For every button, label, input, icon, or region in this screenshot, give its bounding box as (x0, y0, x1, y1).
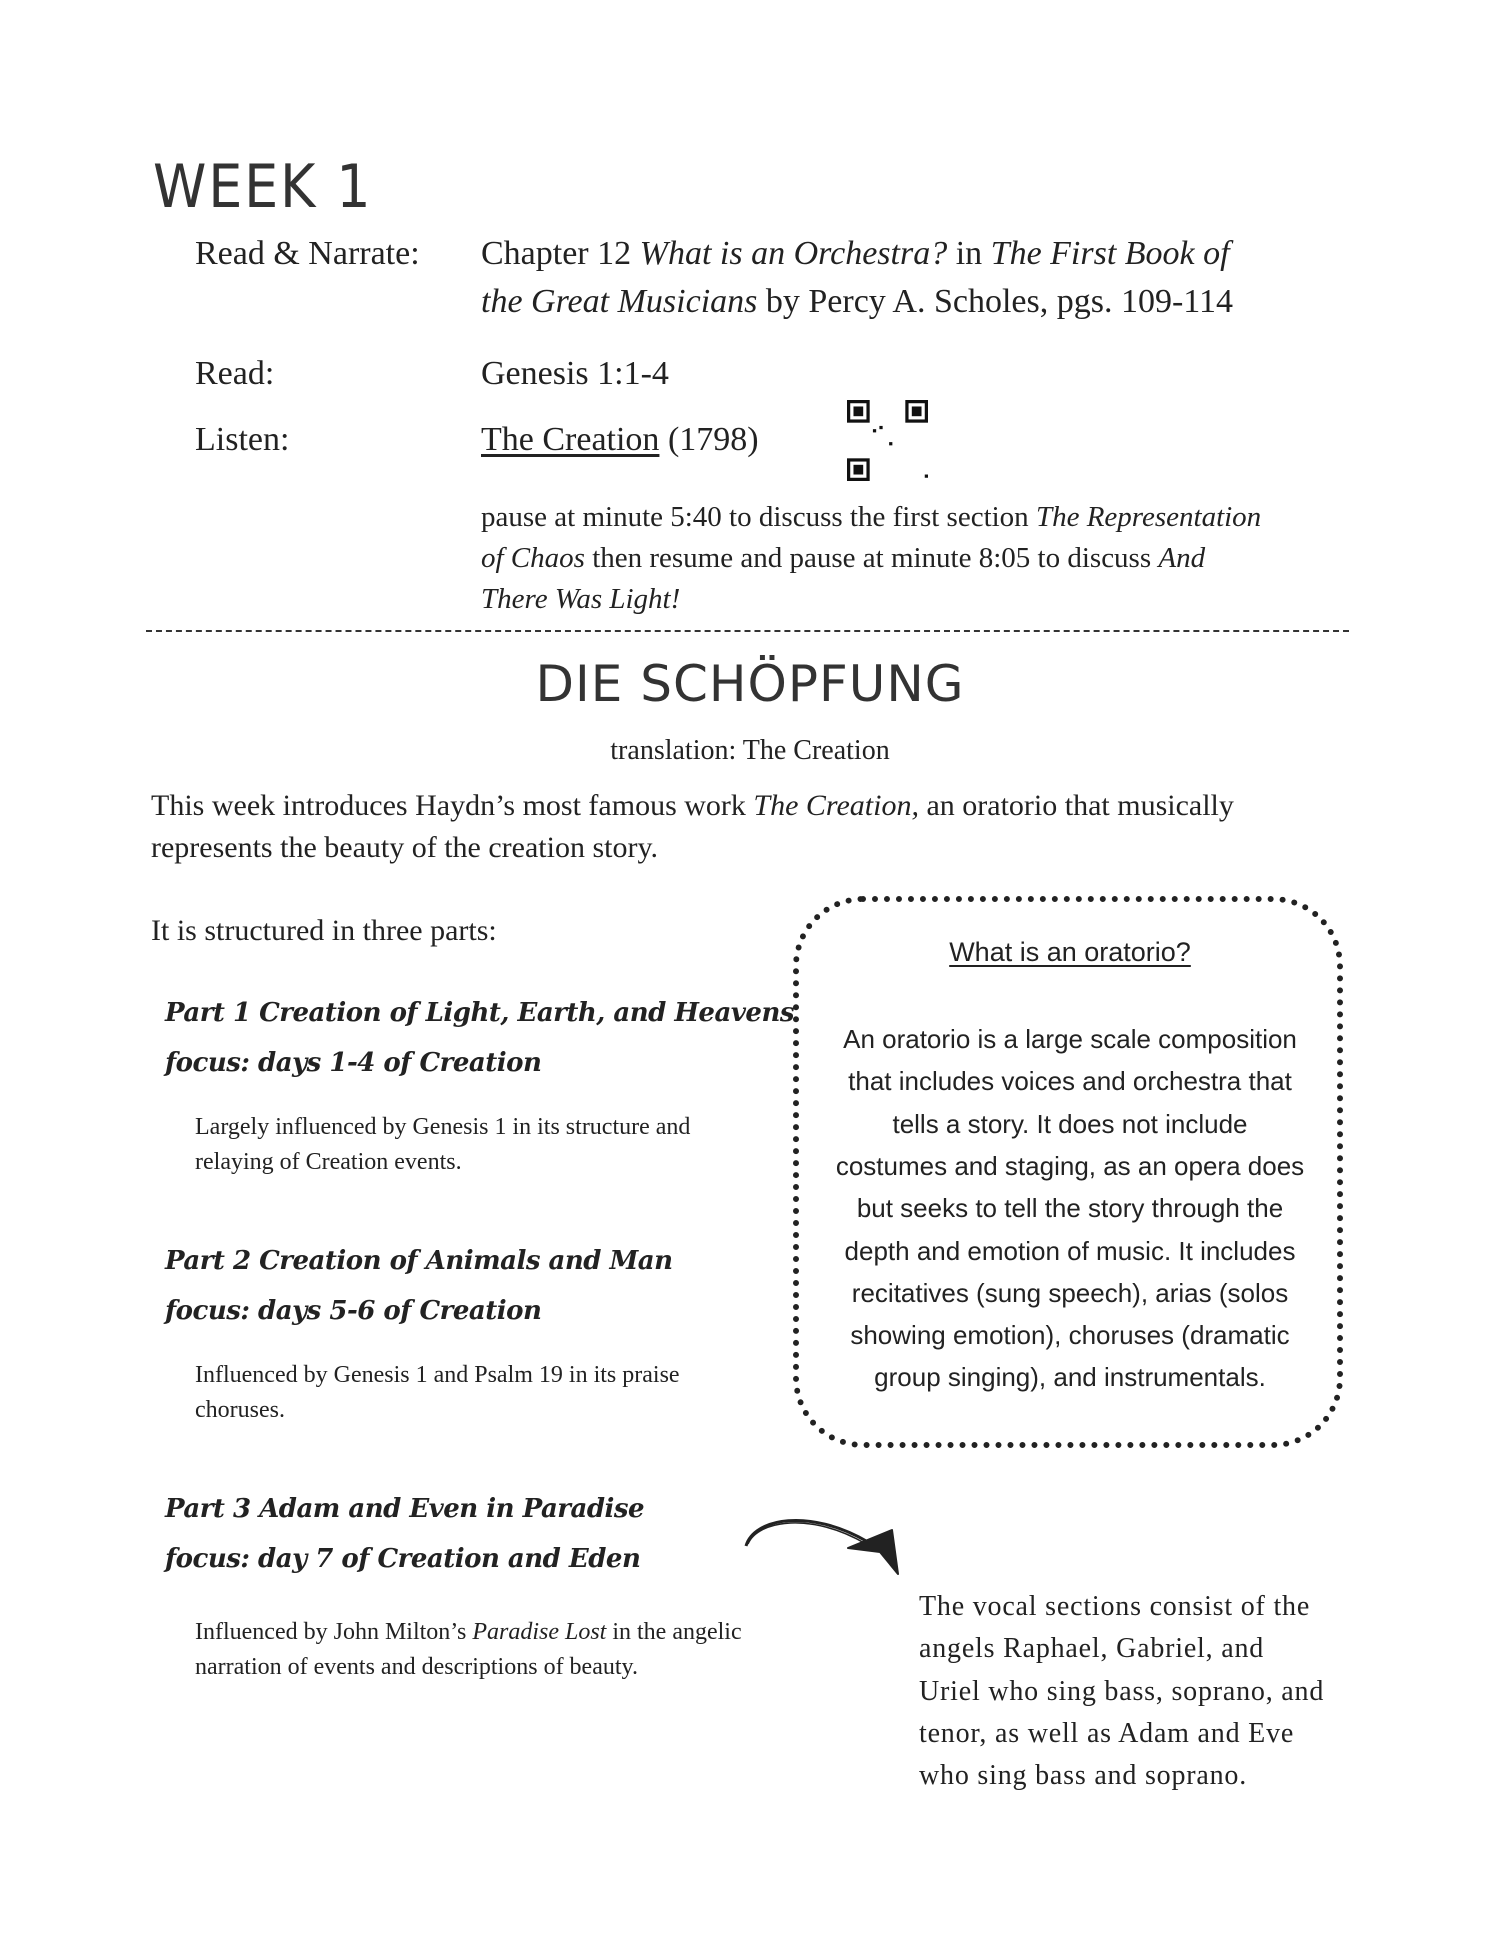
italic-text: What is an Orchestra? (639, 235, 948, 272)
week-title: WEEK 1 (153, 152, 373, 222)
text: Chapter 12 (481, 235, 640, 272)
text: in the angelic (606, 1619, 742, 1645)
listen-link[interactable]: The Creation (481, 421, 660, 458)
part-title: Part 1 Creation of Light, Earth, and Heavens (165, 998, 795, 1028)
read-narrate-label: Read & Narrate: (195, 235, 420, 272)
oratorio-box-title-text: What is an oratorio? (949, 937, 1191, 967)
intro-line (151, 785, 1234, 827)
italic-text: And (1158, 542, 1206, 574)
intro-line (151, 827, 658, 869)
pause-instruction-line (481, 497, 1261, 538)
text: an oratorio that musically (918, 789, 1234, 822)
read-value: Genesis 1:1-4 (481, 355, 669, 392)
vocal-note-line: tenor, as well as Adam and Eve (919, 1717, 1295, 1749)
part-focus: focus: days 1-4 of Creation (165, 1048, 542, 1078)
text: choruses. (195, 1397, 285, 1423)
text: Largely influenced by Genesis 1 in its structure and (195, 1114, 691, 1140)
vocal-note-line: Uriel who sing bass, soprano, and (919, 1675, 1325, 1707)
pause-instruction-line (481, 538, 1205, 579)
italic-text: The Creation, (753, 789, 919, 822)
text: This week introduces Haydn’s most famous work (151, 789, 754, 822)
structure-intro: It is structured in three parts: (151, 914, 497, 947)
text: Influenced by Genesis 1 and Psalm 19 in its praise (195, 1362, 680, 1388)
section-subtitle: translation: The Creation (610, 735, 890, 766)
italic-text: the Great Musicians (481, 283, 758, 320)
italic-text: Paradise Lost (472, 1619, 607, 1645)
part-focus: focus: days 5-6 of Creation (165, 1296, 542, 1326)
oratorio-box-line: tells a story. It does not include (892, 1108, 1248, 1139)
text: by Percy A. Scholes, pgs. 109-114 (757, 283, 1234, 320)
oratorio-box-line: but seeks to tell the story through the (856, 1193, 1284, 1224)
part-description-line (195, 1615, 742, 1650)
italic-text: The First Book of (990, 235, 1230, 272)
read-narrate-value-line (481, 229, 1230, 279)
oratorio-box-line: that includes voices and orchestra that (848, 1066, 1292, 1097)
read-label: Read: (195, 355, 275, 392)
text: pause at minute 5:40 to discuss the first section (481, 501, 1036, 533)
part-description-line (195, 1358, 680, 1393)
text: relaying of Creation events. (195, 1149, 462, 1175)
text: represents the beauty of the creation story. (151, 831, 659, 864)
pause-instruction-line (481, 579, 680, 620)
vocal-note-line: who sing bass and soprano. (919, 1760, 1247, 1792)
vocal-note-line: angels Raphael, Gabriel, and (919, 1633, 1265, 1665)
part-title: Part 2 Creation of Animals and Man (165, 1246, 673, 1276)
part-title: Part 3 Adam and Even in Paradise (165, 1494, 645, 1524)
oratorio-box-line: group singing), and instrumentals. (874, 1362, 1266, 1393)
section-divider (146, 630, 1349, 632)
oratorio-box-line: showing emotion), choruses (dramatic (850, 1320, 1290, 1351)
listen-year: (1798) (659, 421, 759, 458)
text: then resume and pause at minute 8:05 to discuss (584, 542, 1159, 574)
read-narrate-value-line (481, 277, 1233, 327)
oratorio-box-line: An oratorio is a large scale composition (843, 1024, 1297, 1054)
italic-text: The Representation (1035, 501, 1262, 533)
text: narration of events and descriptions of beauty. (195, 1654, 638, 1680)
oratorio-box-line: recitatives (sung speech), arias (solos (851, 1277, 1289, 1308)
part-description-line (195, 1145, 462, 1180)
listen-value (481, 415, 759, 465)
oratorio-box-line: costumes and staging, as an opera does (835, 1150, 1305, 1181)
italic-text: of Chaos (481, 542, 585, 574)
oratorio-box-title (793, 934, 1347, 970)
part-focus: focus: day 7 of Creation and Eden (165, 1544, 641, 1574)
listen-label: Listen: (195, 421, 290, 458)
hand-drawn-arrow-icon (740, 1500, 905, 1580)
part-description-line (195, 1393, 285, 1428)
vocal-note-line: The vocal sections consist of the (919, 1591, 1311, 1622)
part-description-line (195, 1110, 690, 1145)
text: in (947, 235, 991, 272)
part-description-line (195, 1650, 638, 1685)
oratorio-box-line: depth and emotion of music. It includes (844, 1235, 1296, 1266)
section-title: DIE SCHÖPFUNG (535, 655, 965, 713)
italic-text: There Was Light! (481, 583, 681, 615)
text: Influenced by John Milton’s (195, 1619, 473, 1645)
qr-code-icon[interactable] (847, 400, 928, 481)
